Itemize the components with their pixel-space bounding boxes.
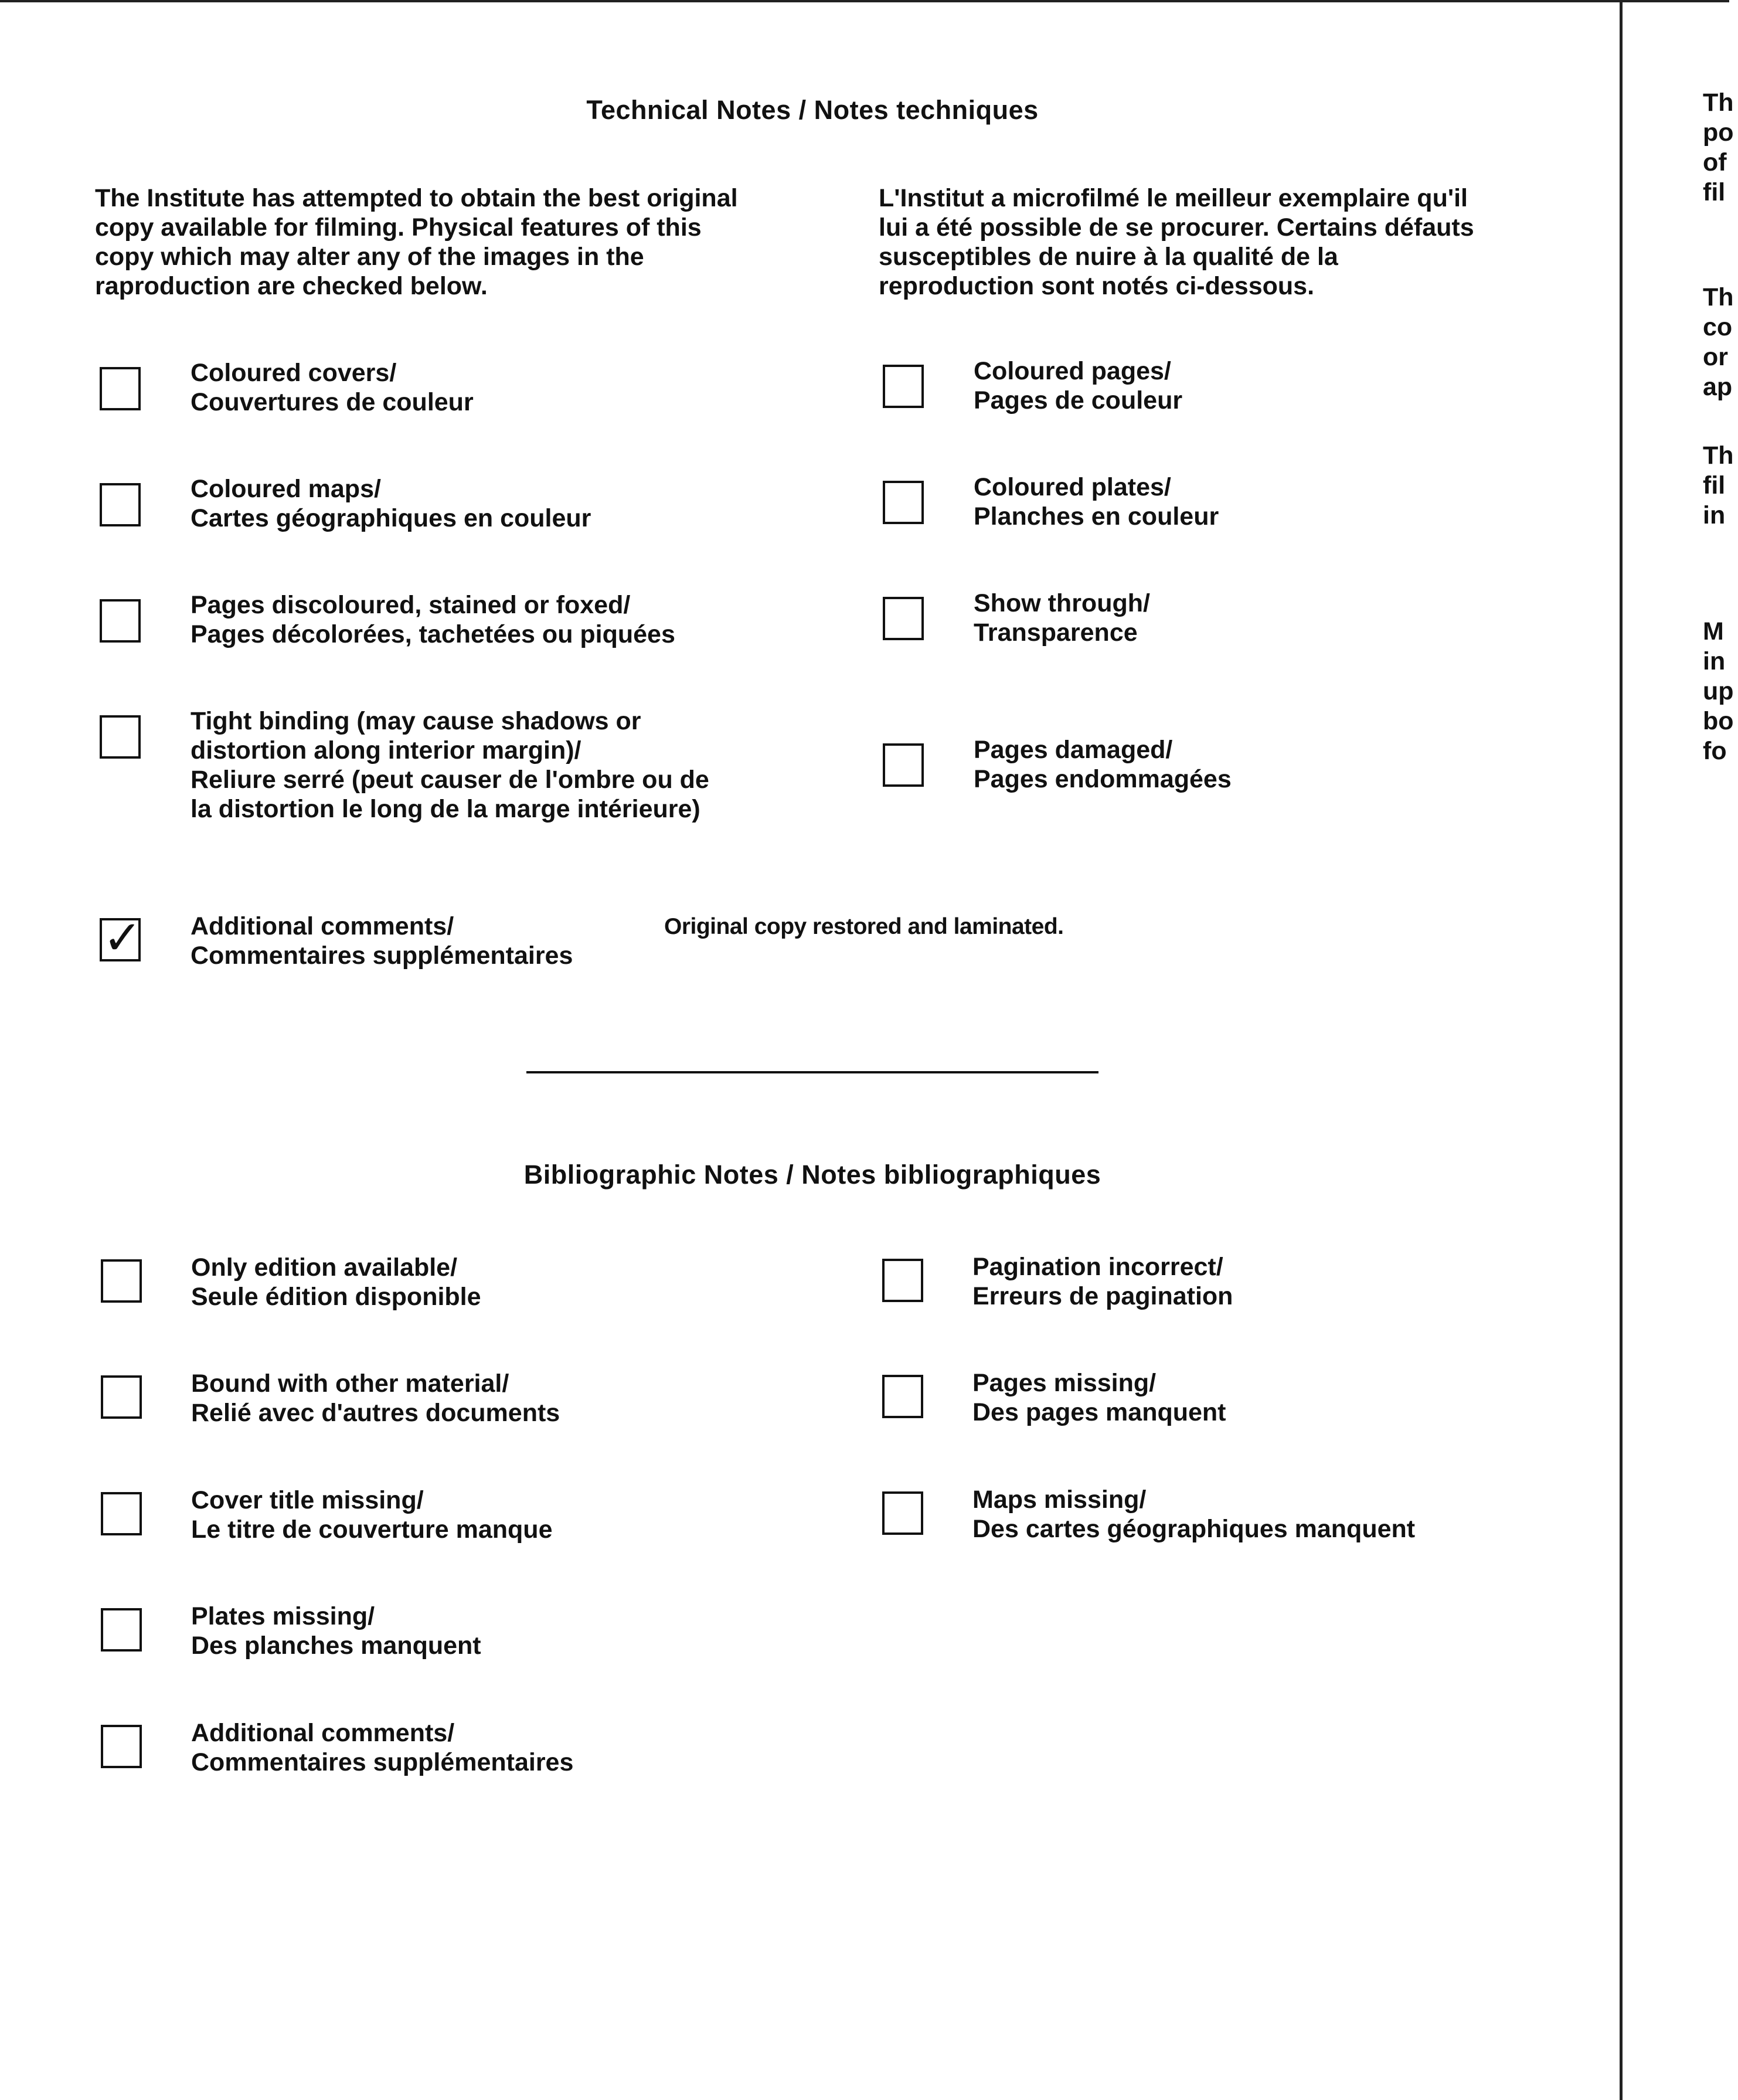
item-label-fr: Le titre de couverture manque (191, 1515, 553, 1544)
item-label-en: Only edition available/ (191, 1253, 458, 1282)
item-pagination-incorrect (972, 1252, 1676, 1311)
checkbox-additional-comments-bibliographic[interactable] (101, 1725, 142, 1768)
page-right-edge (1620, 0, 1623, 2100)
item-label-en: Additional comments/ (191, 1719, 455, 1747)
item-label-fr: Planches en couleur (974, 502, 1219, 531)
item-label-fr: Cartes géographiques en couleur (191, 504, 591, 532)
item-label-fr: Commentaires supplémentaires (191, 942, 573, 970)
checkbox-pages-damaged[interactable] (883, 743, 924, 787)
item-label-en: Maps missing/ (972, 1486, 1147, 1514)
cut-off-fragment: fil (1703, 471, 1726, 499)
cut-off-fragment: Th (1703, 283, 1734, 311)
checkbox-coloured-covers[interactable] (100, 367, 141, 410)
cut-off-fragment: M (1703, 617, 1724, 645)
checkbox-plates-missing[interactable] (101, 1608, 142, 1652)
checkbox-tight-binding[interactable] (100, 715, 141, 759)
item-pages-missing (972, 1368, 1676, 1427)
section-divider (526, 1071, 1098, 1073)
item-tight-binding (191, 706, 718, 824)
technical-notes-title: Technical Notes / Notes techniques (586, 95, 1039, 125)
checkbox-show-through[interactable] (883, 597, 924, 640)
item-label-en: Coloured maps/ (191, 475, 381, 503)
item-label-fr: Erreurs de pagination (972, 1282, 1233, 1310)
item-label-en: Coloured plates/ (974, 473, 1171, 501)
cut-off-fragment: Th (1703, 441, 1734, 470)
item-label-fr: Pages endommagées (974, 765, 1232, 793)
item-additional-comments-bibliographic (191, 1718, 894, 1777)
cut-off-fragment: fil (1703, 178, 1726, 206)
item-label-fr: Relié avec d'autres documents (191, 1399, 560, 1427)
item-label-fr: Transparence (974, 619, 1138, 647)
item-bound-with (191, 1369, 894, 1428)
additional-comments-value: Original copy restored and laminated. (664, 914, 1064, 939)
cut-off-fragment: up (1703, 677, 1734, 705)
cut-off-fragment: or (1703, 343, 1728, 371)
checkbox-additional-comments-technical[interactable] (100, 910, 142, 965)
cut-off-text-block-2 (1703, 283, 1738, 402)
technical-intro-fr: L'Institut a microfilmé le meilleur exemplaire qu'il lui a été possible de se procurer. Certains défauts susceptibles de nuire à la qualité de la reproduction sont notés ci-dessous. (879, 184, 1474, 300)
cut-off-fragment: ap (1703, 373, 1733, 401)
item-coloured-maps (191, 474, 894, 533)
checkbox-bound-with[interactable] (101, 1375, 142, 1419)
checkbox-only-edition[interactable] (101, 1259, 142, 1303)
checkbox-pages-discoloured[interactable] (100, 599, 141, 643)
item-maps-missing (972, 1485, 1676, 1544)
item-label-en: Tight binding (may cause shadows or distortion along interior margin)/ (191, 707, 641, 764)
item-label-fr: Pages décolorées, tachetées ou piquées (191, 620, 675, 648)
cut-off-fragment: of (1703, 148, 1727, 176)
item-label-fr: Seule édition disponible (191, 1283, 481, 1311)
item-plates-missing (191, 1602, 894, 1660)
item-label-fr: Reliure serré (peut causer de l'ombre ou de la distortion le long de la marge intérieure) (191, 766, 709, 823)
item-label-en: Cover title missing/ (191, 1486, 424, 1514)
cut-off-fragment: bo (1703, 707, 1734, 735)
cut-off-fragment: co (1703, 313, 1733, 341)
item-only-edition (191, 1253, 894, 1311)
item-label-fr: Des pages manquent (972, 1398, 1226, 1426)
checkbox-coloured-pages[interactable] (883, 365, 924, 408)
item-pages-discoloured (191, 590, 894, 649)
cut-off-text-block-3 (1703, 441, 1738, 531)
cut-off-text-block-4 (1703, 617, 1738, 766)
item-pages-damaged (974, 735, 1677, 794)
checkbox-coloured-plates[interactable] (883, 481, 924, 524)
check-mark-icon: ✓ (103, 910, 142, 965)
item-label-en: Pages damaged/ (974, 736, 1173, 764)
item-label-en: Show through/ (974, 589, 1150, 617)
page-top-edge (0, 0, 1729, 2)
cut-off-fragment: po (1703, 118, 1734, 147)
technical-intro-en: The Institute has attempted to obtain the best original copy available for filming. Physical features of this copy which may alter any of the images in the raproduction are checked below. (95, 184, 738, 300)
item-additional-comments-technical (191, 912, 659, 970)
item-label-en: Plates missing/ (191, 1602, 375, 1630)
item-coloured-plates (974, 473, 1677, 531)
cut-off-fragment: in (1703, 501, 1726, 529)
item-label-fr: Des planches manquent (191, 1632, 481, 1660)
item-cover-title-missing (191, 1486, 894, 1544)
item-label-en: Pagination incorrect/ (972, 1253, 1223, 1281)
item-label-en: Pages discoloured, stained or foxed/ (191, 591, 631, 619)
item-label-fr: Commentaires supplémentaires (191, 1748, 574, 1776)
checkbox-pagination-incorrect[interactable] (882, 1259, 923, 1302)
item-label-fr: Couvertures de couleur (191, 388, 474, 416)
item-label-fr: Des cartes géographiques manquent (972, 1515, 1416, 1543)
cut-off-fragment: Th (1703, 89, 1734, 117)
item-label-en: Additional comments/ (191, 912, 454, 940)
cut-off-text-block-1 (1703, 88, 1738, 208)
item-label-en: Coloured pages/ (974, 357, 1171, 385)
checkbox-maps-missing[interactable] (882, 1491, 923, 1535)
item-coloured-covers (191, 358, 894, 417)
checkbox-cover-title-missing[interactable] (101, 1492, 142, 1535)
item-label-en: Coloured covers/ (191, 359, 397, 387)
item-label-en: Pages missing/ (972, 1369, 1157, 1397)
item-label-fr: Pages de couleur (974, 386, 1183, 414)
checkbox-coloured-maps[interactable] (100, 483, 141, 526)
item-label-en: Bound with other material/ (191, 1370, 509, 1398)
bibliographic-notes-title: Bibliographic Notes / Notes bibliographiques (523, 1160, 1101, 1190)
item-coloured-pages (974, 356, 1677, 415)
checkbox-pages-missing[interactable] (882, 1375, 923, 1418)
item-show-through (974, 589, 1677, 647)
cut-off-fragment: fo (1703, 737, 1727, 765)
cut-off-fragment: in (1703, 647, 1726, 675)
